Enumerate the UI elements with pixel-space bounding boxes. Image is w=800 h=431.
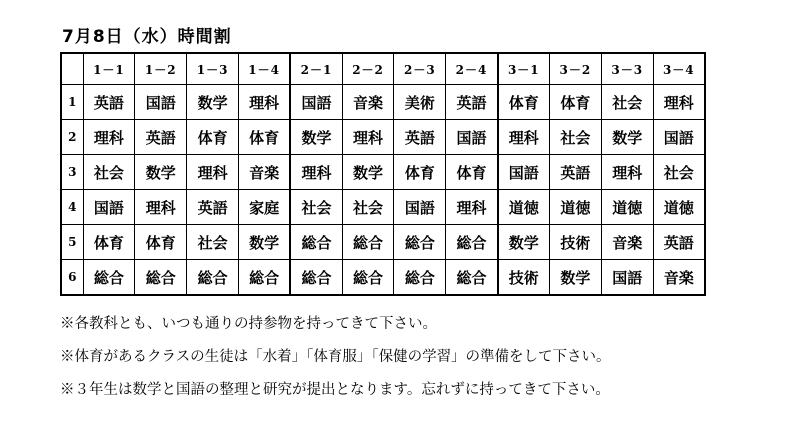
subject-cell: 数学 — [601, 120, 653, 155]
subject-cell: 総合 — [187, 260, 239, 296]
subject-cell: 理科 — [83, 120, 135, 155]
class-header: 1－1 — [83, 53, 135, 85]
page-title: 7月8日（水）時間割 — [62, 27, 232, 47]
subject-cell: 社会 — [187, 225, 239, 260]
notes — [60, 308, 790, 407]
table-row — [61, 190, 705, 225]
subject-cell: 社会 — [549, 120, 601, 155]
subject-cell: 社会 — [83, 155, 135, 190]
subject-cell: 国語 — [290, 85, 342, 120]
subject-cell: 理科 — [446, 190, 498, 225]
subject-cell: 国語 — [83, 190, 135, 225]
timetable — [60, 52, 706, 296]
period-cell: 1 — [61, 85, 83, 120]
class-header: 1－4 — [238, 53, 290, 85]
subject-cell: 国語 — [653, 120, 705, 155]
subject-cell: 体育 — [83, 225, 135, 260]
subject-cell: 理科 — [653, 85, 705, 120]
subject-cell: 総合 — [238, 260, 290, 296]
subject-cell: 技術 — [549, 225, 601, 260]
table-row — [61, 155, 705, 190]
subject-cell: 総合 — [290, 260, 342, 296]
header-row — [61, 53, 705, 85]
subject-cell: 家庭 — [238, 190, 290, 225]
subject-cell: 英語 — [446, 85, 498, 120]
subject-cell: 音楽 — [601, 225, 653, 260]
subject-cell: 国語 — [135, 85, 187, 120]
subject-cell: 社会 — [290, 190, 342, 225]
subject-cell: 総合 — [342, 260, 394, 296]
subject-cell: 国語 — [446, 120, 498, 155]
subject-cell: 道徳 — [498, 190, 550, 225]
subject-cell: 体育 — [498, 85, 550, 120]
subject-cell: 総合 — [290, 225, 342, 260]
note-line: ※３年生は数学と国語の整理と研究が提出となります。忘れずに持ってきて下さい。 — [60, 382, 610, 398]
subject-cell: 体育 — [135, 225, 187, 260]
subject-cell: 数学 — [290, 120, 342, 155]
subject-cell: 英語 — [83, 85, 135, 120]
subject-cell: 体育 — [238, 120, 290, 155]
subject-cell: 音楽 — [238, 155, 290, 190]
table-row — [61, 260, 705, 296]
subject-cell: 理科 — [342, 120, 394, 155]
class-header: 3－3 — [601, 53, 653, 85]
subject-cell: 総合 — [135, 260, 187, 296]
class-header: 2－2 — [342, 53, 394, 85]
subject-cell: 英語 — [549, 155, 601, 190]
subject-cell: 体育 — [394, 155, 446, 190]
subject-cell: 総合 — [446, 260, 498, 296]
subject-cell: 数学 — [135, 155, 187, 190]
class-header: 2－1 — [290, 53, 342, 85]
subject-cell: 道徳 — [601, 190, 653, 225]
subject-cell: 理科 — [238, 85, 290, 120]
period-cell: 5 — [61, 225, 83, 260]
subject-cell: 社会 — [653, 155, 705, 190]
subject-cell: 道徳 — [653, 190, 705, 225]
class-header: 2－4 — [446, 53, 498, 85]
subject-cell: 理科 — [601, 155, 653, 190]
subject-cell: 総合 — [446, 225, 498, 260]
table-row — [61, 225, 705, 260]
subject-cell: 美術 — [394, 85, 446, 120]
subject-cell: 総合 — [394, 260, 446, 296]
subject-cell: 数学 — [342, 155, 394, 190]
class-header: 3－2 — [549, 53, 601, 85]
subject-cell: 総合 — [83, 260, 135, 296]
subject-cell: 国語 — [601, 260, 653, 296]
note-line: ※各教科とも、いつも通りの持参物を持ってきて下さい。 — [60, 316, 437, 332]
subject-cell: 総合 — [342, 225, 394, 260]
subject-cell: 英語 — [653, 225, 705, 260]
subject-cell: 英語 — [135, 120, 187, 155]
subject-cell: 国語 — [498, 155, 550, 190]
class-header: 3－1 — [498, 53, 550, 85]
class-header: 1－2 — [135, 53, 187, 85]
subject-cell: 英語 — [394, 120, 446, 155]
subject-cell: 理科 — [135, 190, 187, 225]
subject-cell: 数学 — [549, 260, 601, 296]
class-header: 2－3 — [394, 53, 446, 85]
period-cell: 3 — [61, 155, 83, 190]
subject-cell: 社会 — [601, 85, 653, 120]
period-cell: 2 — [61, 120, 83, 155]
class-header: 3－4 — [653, 53, 705, 85]
subject-cell: 道徳 — [549, 190, 601, 225]
subject-cell: 総合 — [394, 225, 446, 260]
subject-cell: 音楽 — [342, 85, 394, 120]
subject-cell: 理科 — [290, 155, 342, 190]
class-header: 1－3 — [187, 53, 239, 85]
subject-cell: 数学 — [238, 225, 290, 260]
subject-cell: 音楽 — [653, 260, 705, 296]
subject-cell: 英語 — [187, 190, 239, 225]
table-row — [61, 85, 705, 120]
corner-cell — [61, 53, 83, 85]
subject-cell: 国語 — [394, 190, 446, 225]
table-row — [61, 120, 705, 155]
period-cell: 6 — [61, 260, 83, 296]
subject-cell: 理科 — [498, 120, 550, 155]
subject-cell: 社会 — [342, 190, 394, 225]
subject-cell: 数学 — [187, 85, 239, 120]
note-line: ※体育があるクラスの生徒は「水着」「体育服」「保健の学習」の準備をして下さい。 — [60, 349, 611, 365]
subject-cell: 理科 — [187, 155, 239, 190]
subject-cell: 技術 — [498, 260, 550, 296]
subject-cell: 数学 — [498, 225, 550, 260]
subject-cell: 体育 — [549, 85, 601, 120]
period-cell: 4 — [61, 190, 83, 225]
subject-cell: 体育 — [187, 120, 239, 155]
subject-cell: 体育 — [446, 155, 498, 190]
